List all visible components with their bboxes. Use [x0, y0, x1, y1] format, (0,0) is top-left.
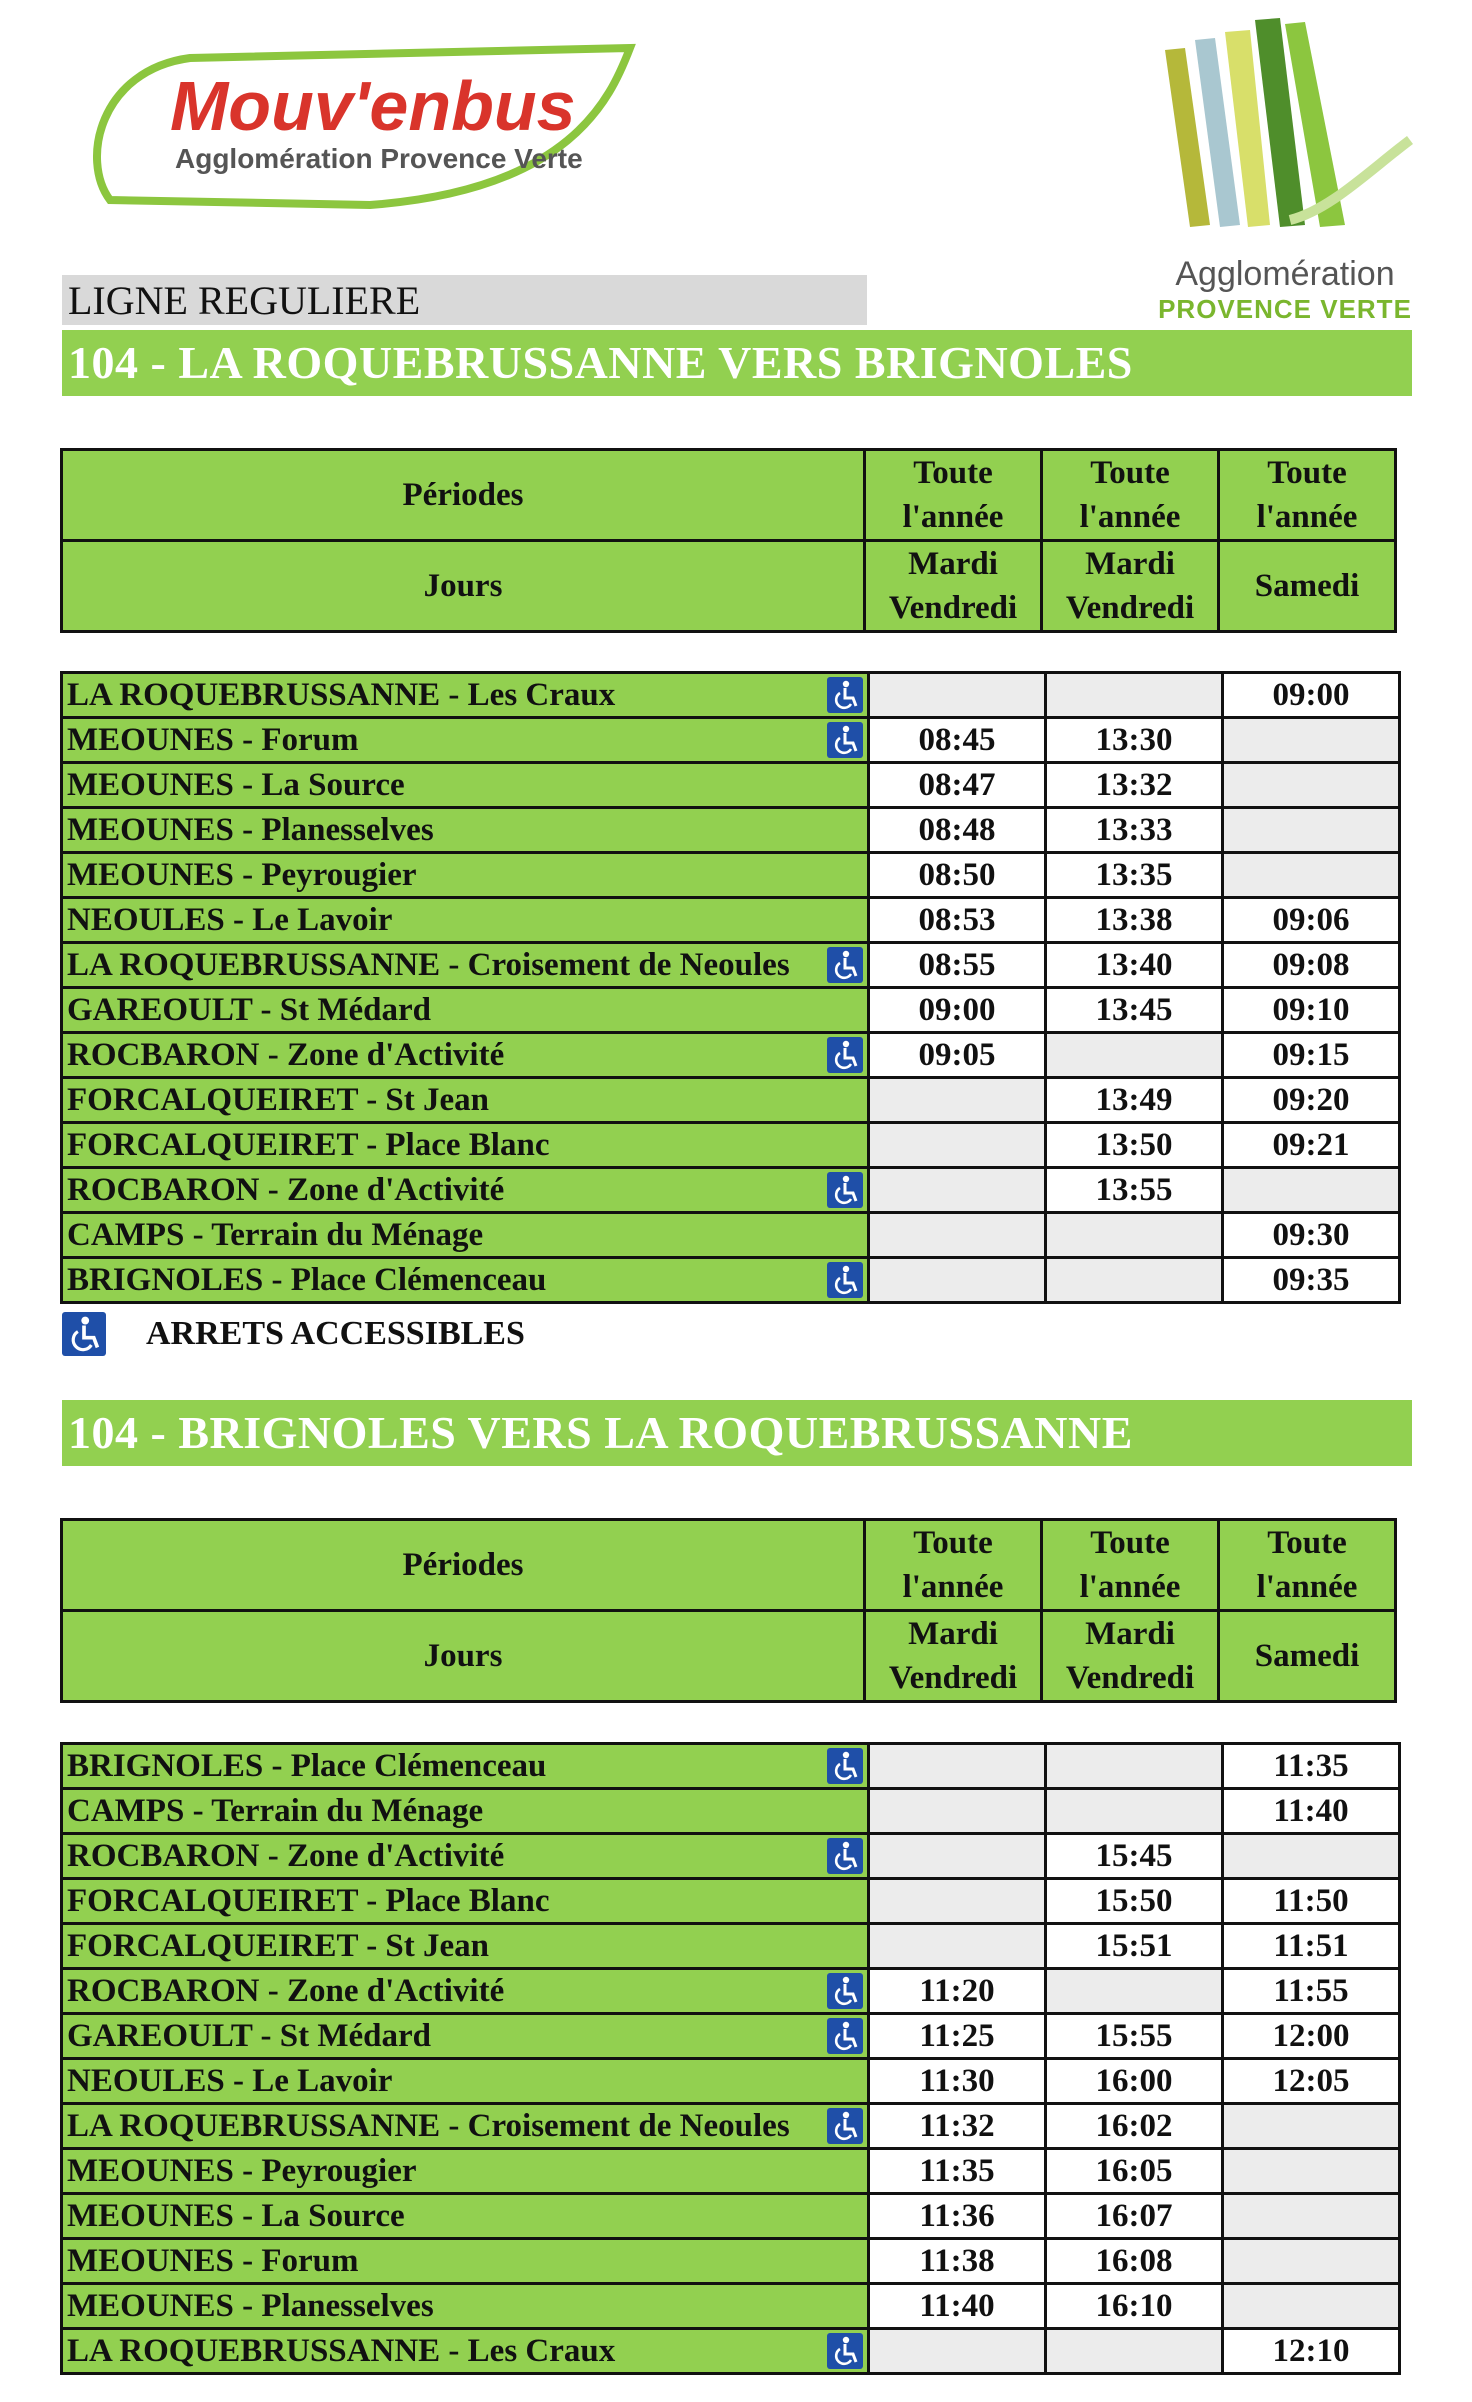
stop-name-cell	[62, 2104, 869, 2149]
wheelchair-icon	[827, 2333, 863, 2369]
periodes-label: Périodes	[62, 1520, 865, 1611]
time-cell: 13:40	[1046, 943, 1223, 988]
stripes-icon	[1140, 10, 1430, 250]
wheelchair-icon	[827, 722, 863, 758]
time-cell: 09:20	[1223, 1078, 1400, 1123]
legend-text: ARRETS ACCESSIBLES	[146, 1315, 525, 1352]
stop-name-cell	[62, 1789, 869, 1834]
table-row	[62, 1168, 1400, 1213]
wheelchair-icon	[827, 677, 863, 713]
legend	[62, 1310, 525, 1358]
time-cell	[869, 1879, 1046, 1924]
stop-name: LA ROQUEBRUSSANNE - Les Craux	[67, 2333, 616, 2369]
time-cell: 15:45	[1046, 1834, 1223, 1879]
time-cell: 09:10	[1223, 988, 1400, 1033]
stop-name: MEOUNES - Forum	[67, 2243, 359, 2279]
time-cell	[869, 1213, 1046, 1258]
time-cell: 11:20	[869, 1969, 1046, 2014]
time-cell	[1223, 853, 1400, 898]
time-cell: 08:47	[869, 763, 1046, 808]
time-cell: 13:35	[1046, 853, 1223, 898]
time-cell: 16:10	[1046, 2284, 1223, 2329]
time-cell: 09:30	[1223, 1213, 1400, 1258]
stop-name: MEOUNES - Peyrougier	[67, 2153, 417, 2189]
table-row	[62, 2014, 1400, 2059]
time-cell: 12:00	[1223, 2014, 1400, 2059]
time-cell: 12:10	[1223, 2329, 1400, 2374]
table-row	[62, 853, 1400, 898]
stop-name-cell	[62, 2059, 869, 2104]
time-cell	[869, 1789, 1046, 1834]
stop-name-cell	[62, 2329, 869, 2374]
time-cell	[1046, 1033, 1223, 1078]
wheelchair-icon	[827, 1172, 863, 1208]
table-row	[62, 1879, 1400, 1924]
header-table-1	[60, 448, 1397, 633]
stop-name: FORCALQUEIRET - St Jean	[67, 1928, 490, 1964]
table-row	[62, 2104, 1400, 2149]
jours-cell: Mardi Vendredi	[865, 541, 1042, 632]
time-cell	[869, 2329, 1046, 2374]
time-cell: 16:05	[1046, 2149, 1223, 2194]
section-title-2: 104 - BRIGNOLES VERS LA ROQUEBRUSSANNE	[62, 1400, 1412, 1466]
time-cell: 11:55	[1223, 1969, 1400, 2014]
time-cell	[869, 1168, 1046, 1213]
stop-name-cell	[62, 1879, 869, 1924]
table-row	[62, 1213, 1400, 1258]
stop-name-cell	[62, 1744, 869, 1789]
stop-name: FORCALQUEIRET - St Jean	[67, 1082, 490, 1118]
wheelchair-icon	[827, 947, 863, 983]
wheelchair-icon	[827, 2108, 863, 2144]
stop-name: LA ROQUEBRUSSANNE - Croisement de Neoules	[67, 2108, 790, 2144]
jours-label: Jours	[62, 541, 865, 632]
time-cell: 08:48	[869, 808, 1046, 853]
time-cell: 13:49	[1046, 1078, 1223, 1123]
stop-name-cell	[62, 943, 869, 988]
jours-cell: Mardi Vendredi	[1042, 1611, 1219, 1702]
time-cell: 15:51	[1046, 1924, 1223, 1969]
time-cell: 09:06	[1223, 898, 1400, 943]
stop-name: GAREOULT - St Médard	[67, 992, 431, 1028]
schedule-table-2	[60, 1742, 1401, 2375]
periodes-label: Périodes	[62, 450, 865, 541]
stop-name: BRIGNOLES - Place Clémenceau	[67, 1262, 547, 1298]
time-cell	[869, 673, 1046, 718]
time-cell: 16:07	[1046, 2194, 1223, 2239]
time-cell	[1223, 2239, 1400, 2284]
agglomeration-logo	[1140, 10, 1430, 330]
time-cell: 16:02	[1046, 2104, 1223, 2149]
time-cell: 16:08	[1046, 2239, 1223, 2284]
table-row	[62, 1123, 1400, 1168]
time-cell: 15:50	[1046, 1879, 1223, 1924]
stop-name-cell	[62, 1969, 869, 2014]
time-cell: 09:35	[1223, 1258, 1400, 1303]
time-cell	[1046, 673, 1223, 718]
table-row	[62, 808, 1400, 853]
time-cell: 09:05	[869, 1033, 1046, 1078]
time-cell: 09:08	[1223, 943, 1400, 988]
stop-name-cell	[62, 673, 869, 718]
wheelchair-icon	[827, 1748, 863, 1784]
stop-name: NEOULES - Le Lavoir	[67, 2063, 393, 2099]
time-cell: 08:45	[869, 718, 1046, 763]
table-row	[62, 898, 1400, 943]
time-cell: 13:33	[1046, 808, 1223, 853]
stop-name-cell	[62, 808, 869, 853]
stop-name-cell	[62, 988, 869, 1033]
time-cell: 11:32	[869, 2104, 1046, 2149]
time-cell: 09:21	[1223, 1123, 1400, 1168]
jours-cell: Mardi Vendredi	[865, 1611, 1042, 1702]
table-row	[62, 1924, 1400, 1969]
stop-name: LA ROQUEBRUSSANNE - Les Craux	[67, 677, 616, 713]
jours-label: Jours	[62, 1611, 865, 1702]
stop-name: NEOULES - Le Lavoir	[67, 902, 393, 938]
agglo-line1: Agglomération	[1175, 255, 1395, 293]
wheelchair-icon	[827, 1973, 863, 2009]
stop-name-cell	[62, 898, 869, 943]
wheelchair-icon	[62, 1312, 106, 1356]
time-cell: 11:40	[1223, 1789, 1400, 1834]
table-row	[62, 2194, 1400, 2239]
stop-name-cell	[62, 1258, 869, 1303]
stop-name: GAREOULT - St Médard	[67, 2018, 431, 2054]
time-cell: 13:45	[1046, 988, 1223, 1033]
stop-name-cell	[62, 1834, 869, 1879]
time-cell: 12:05	[1223, 2059, 1400, 2104]
table-row	[62, 1969, 1400, 2014]
time-cell: 11:50	[1223, 1879, 1400, 1924]
wheelchair-icon	[827, 1838, 863, 1874]
mouvenbus-tagline: Agglomération Provence Verte	[175, 143, 583, 174]
periode-cell: Toute l'année	[865, 450, 1042, 541]
ligne-label: LIGNE REGULIERE	[62, 275, 867, 325]
stop-name-cell	[62, 2149, 869, 2194]
time-cell: 08:53	[869, 898, 1046, 943]
time-cell: 11:30	[869, 2059, 1046, 2104]
stop-name-cell	[62, 2014, 869, 2059]
stop-name-cell	[62, 718, 869, 763]
time-cell	[869, 1924, 1046, 1969]
time-cell: 13:38	[1046, 898, 1223, 943]
time-cell: 09:15	[1223, 1033, 1400, 1078]
schedule-table-1	[60, 671, 1401, 1304]
time-cell: 08:50	[869, 853, 1046, 898]
time-cell	[1223, 2194, 1400, 2239]
time-cell	[1046, 1744, 1223, 1789]
time-cell	[1046, 1969, 1223, 2014]
stop-name-cell	[62, 1078, 869, 1123]
time-cell	[1223, 1168, 1400, 1213]
stop-name-cell	[62, 1033, 869, 1078]
jours-cell: Samedi	[1219, 1611, 1396, 1702]
jours-cell: Mardi Vendredi	[1042, 541, 1219, 632]
time-cell: 11:36	[869, 2194, 1046, 2239]
stop-name: MEOUNES - Planesselves	[67, 812, 434, 848]
time-cell	[869, 1123, 1046, 1168]
table-row	[62, 763, 1400, 808]
agglo-line2: PROVENCE VERTE	[1158, 294, 1412, 324]
periode-cell: Toute l'année	[1042, 450, 1219, 541]
stop-name: MEOUNES - Planesselves	[67, 2288, 434, 2324]
time-cell	[1223, 763, 1400, 808]
periode-cell: Toute l'année	[1219, 1520, 1396, 1611]
stop-name: ROCBARON - Zone d'Activité	[67, 1037, 505, 1073]
table-row	[62, 2284, 1400, 2329]
wheelchair-icon	[827, 1262, 863, 1298]
table-row	[62, 2149, 1400, 2194]
time-cell: 15:55	[1046, 2014, 1223, 2059]
table-row	[62, 2329, 1400, 2374]
periode-cell: Toute l'année	[865, 1520, 1042, 1611]
table-row	[62, 943, 1400, 988]
stop-name-cell	[62, 1168, 869, 1213]
stop-name-cell	[62, 763, 869, 808]
time-cell: 13:32	[1046, 763, 1223, 808]
table-row	[62, 2059, 1400, 2104]
time-cell	[1046, 1258, 1223, 1303]
time-cell	[1046, 2329, 1223, 2374]
stop-name: MEOUNES - Peyrougier	[67, 857, 417, 893]
time-cell: 08:55	[869, 943, 1046, 988]
stop-name-cell	[62, 2194, 869, 2239]
time-cell: 09:00	[1223, 673, 1400, 718]
time-cell	[1223, 808, 1400, 853]
stop-name: FORCALQUEIRET - Place Blanc	[67, 1127, 550, 1163]
table-row	[62, 988, 1400, 1033]
table-row	[62, 1078, 1400, 1123]
mouvenbus-logo	[70, 40, 640, 220]
wheelchair-icon	[827, 2018, 863, 2054]
time-cell: 11:35	[869, 2149, 1046, 2194]
stop-name-cell	[62, 2239, 869, 2284]
time-cell: 11:38	[869, 2239, 1046, 2284]
time-cell	[869, 1744, 1046, 1789]
stop-name: CAMPS - Terrain du Ménage	[67, 1793, 484, 1829]
stop-name: MEOUNES - La Source	[67, 2198, 405, 2234]
periode-cell: Toute l'année	[1219, 450, 1396, 541]
time-cell	[1046, 1213, 1223, 1258]
table-row	[62, 718, 1400, 763]
time-cell: 16:00	[1046, 2059, 1223, 2104]
time-cell	[869, 1078, 1046, 1123]
table-row	[62, 1789, 1400, 1834]
stop-name: LA ROQUEBRUSSANNE - Croisement de Neoules	[67, 947, 790, 983]
stop-name-cell	[62, 1123, 869, 1168]
time-cell: 11:51	[1223, 1924, 1400, 1969]
mouvenbus-brand: Mouv'enbus	[170, 67, 576, 145]
table-row	[62, 1258, 1400, 1303]
stop-name-cell	[62, 1213, 869, 1258]
time-cell: 09:00	[869, 988, 1046, 1033]
time-cell: 13:30	[1046, 718, 1223, 763]
time-cell	[1046, 1789, 1223, 1834]
stop-name: BRIGNOLES - Place Clémenceau	[67, 1748, 547, 1784]
stop-name: ROCBARON - Zone d'Activité	[67, 1838, 505, 1874]
stop-name: CAMPS - Terrain du Ménage	[67, 1217, 484, 1253]
jours-cell: Samedi	[1219, 541, 1396, 632]
stop-name: MEOUNES - La Source	[67, 767, 405, 803]
stop-name-cell	[62, 1924, 869, 1969]
time-cell	[1223, 2149, 1400, 2194]
wheelchair-icon	[827, 1037, 863, 1073]
time-cell: 13:55	[1046, 1168, 1223, 1213]
stop-name-cell	[62, 2284, 869, 2329]
time-cell	[1223, 2284, 1400, 2329]
stop-name: ROCBARON - Zone d'Activité	[67, 1973, 505, 2009]
section-title-1: 104 - LA ROQUEBRUSSANNE VERS BRIGNOLES	[62, 330, 1412, 396]
time-cell: 11:40	[869, 2284, 1046, 2329]
table-row	[62, 1033, 1400, 1078]
table-row	[62, 1834, 1400, 1879]
table-row	[62, 1744, 1400, 1789]
table-row	[62, 673, 1400, 718]
time-cell	[1223, 1834, 1400, 1879]
table-row	[62, 2239, 1400, 2284]
header-table-2	[60, 1518, 1397, 1703]
time-cell: 11:35	[1223, 1744, 1400, 1789]
time-cell: 11:25	[869, 2014, 1046, 2059]
stop-name-cell	[62, 853, 869, 898]
time-cell	[869, 1834, 1046, 1879]
time-cell	[1223, 2104, 1400, 2149]
time-cell	[1223, 718, 1400, 763]
time-cell	[869, 1258, 1046, 1303]
stop-name: ROCBARON - Zone d'Activité	[67, 1172, 505, 1208]
periode-cell: Toute l'année	[1042, 1520, 1219, 1611]
time-cell: 13:50	[1046, 1123, 1223, 1168]
stop-name: FORCALQUEIRET - Place Blanc	[67, 1883, 550, 1919]
stop-name: MEOUNES - Forum	[67, 722, 359, 758]
